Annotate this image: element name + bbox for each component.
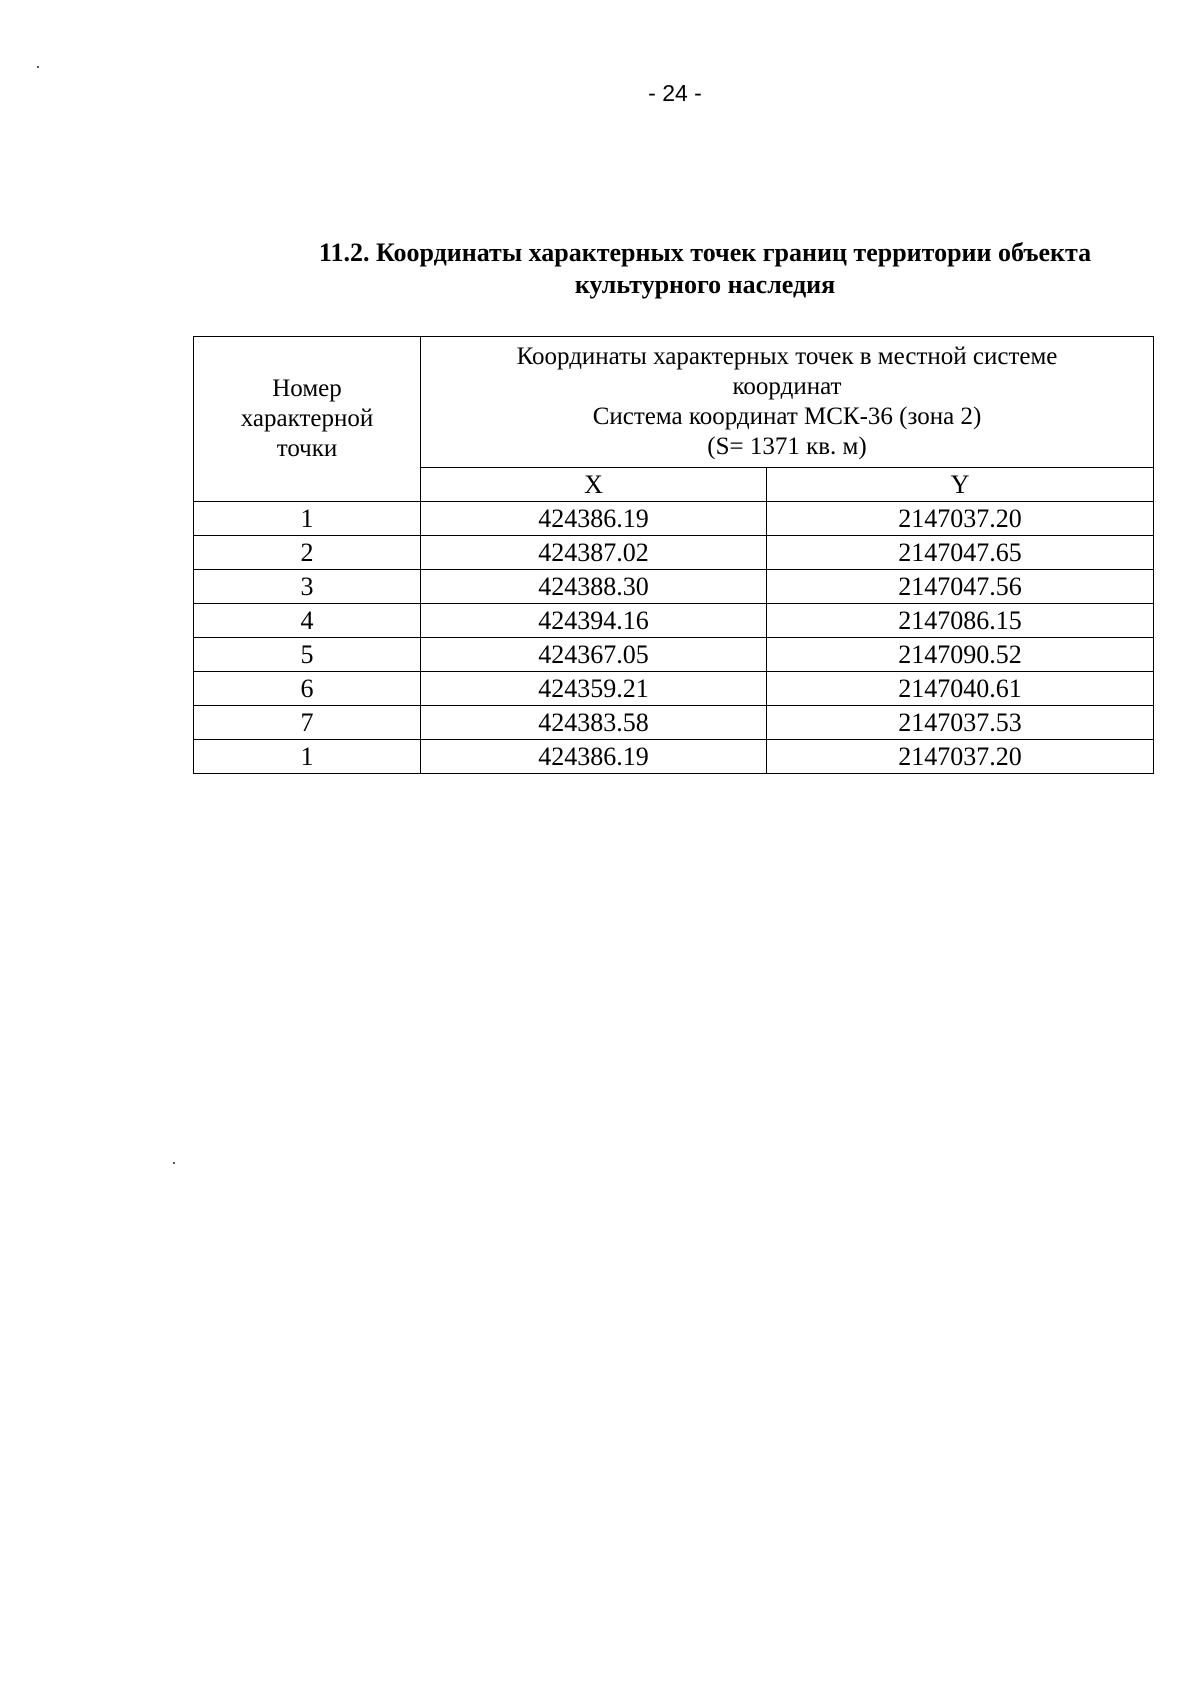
table-row — [194, 536, 1154, 570]
section-title-line: культурного наследия — [574, 270, 836, 299]
table-row — [194, 570, 1154, 604]
cell-point-number: 1 — [194, 740, 421, 774]
cell-y: 2147037.20 — [767, 502, 1154, 536]
table-header-row — [194, 337, 1154, 468]
table-row — [194, 638, 1154, 672]
section-title — [265, 237, 1145, 301]
cell-x: 424388.30 — [421, 570, 767, 604]
scan-speck — [37, 66, 39, 68]
cell-y: 2147040.61 — [767, 672, 1154, 706]
cell-y: 2147086.15 — [767, 604, 1154, 638]
header-y: Y — [767, 468, 1154, 502]
cell-point-number: 1 — [194, 502, 421, 536]
cell-x: 424383.58 — [421, 706, 767, 740]
cell-x: 424367.05 — [421, 638, 767, 672]
cell-y: 2147047.56 — [767, 570, 1154, 604]
table-row — [194, 604, 1154, 638]
coordinates-table — [193, 336, 1154, 774]
cell-x: 424386.19 — [421, 502, 767, 536]
scan-speck — [173, 1162, 175, 1164]
header-point-number: Номер характерной точки — [194, 337, 421, 502]
cell-y: 2147037.20 — [767, 740, 1154, 774]
cell-x: 424394.16 — [421, 604, 767, 638]
page-number: - 24 - — [648, 80, 702, 106]
section-title-line: 11.2. Координаты характерных точек границ территории объекта — [318, 238, 1092, 267]
cell-x: 424386.19 — [421, 740, 767, 774]
cell-y: 2147037.53 — [767, 706, 1154, 740]
cell-point-number: 4 — [194, 604, 421, 638]
table-row — [194, 502, 1154, 536]
cell-point-number: 3 — [194, 570, 421, 604]
table-row — [194, 706, 1154, 740]
header-x: X — [421, 468, 767, 502]
table-row — [194, 740, 1154, 774]
table-row — [194, 672, 1154, 706]
cell-y: 2147090.52 — [767, 638, 1154, 672]
cell-point-number: 6 — [194, 672, 421, 706]
cell-point-number: 5 — [194, 638, 421, 672]
header-coordinate-system: Координаты характерных точек в местной системе координат Система координат МСК-36 (зона 2) (S= 1371 кв. м) — [421, 337, 1154, 468]
cell-y: 2147047.65 — [767, 536, 1154, 570]
cell-point-number: 2 — [194, 536, 421, 570]
cell-x: 424387.02 — [421, 536, 767, 570]
cell-x: 424359.21 — [421, 672, 767, 706]
cell-point-number: 7 — [194, 706, 421, 740]
